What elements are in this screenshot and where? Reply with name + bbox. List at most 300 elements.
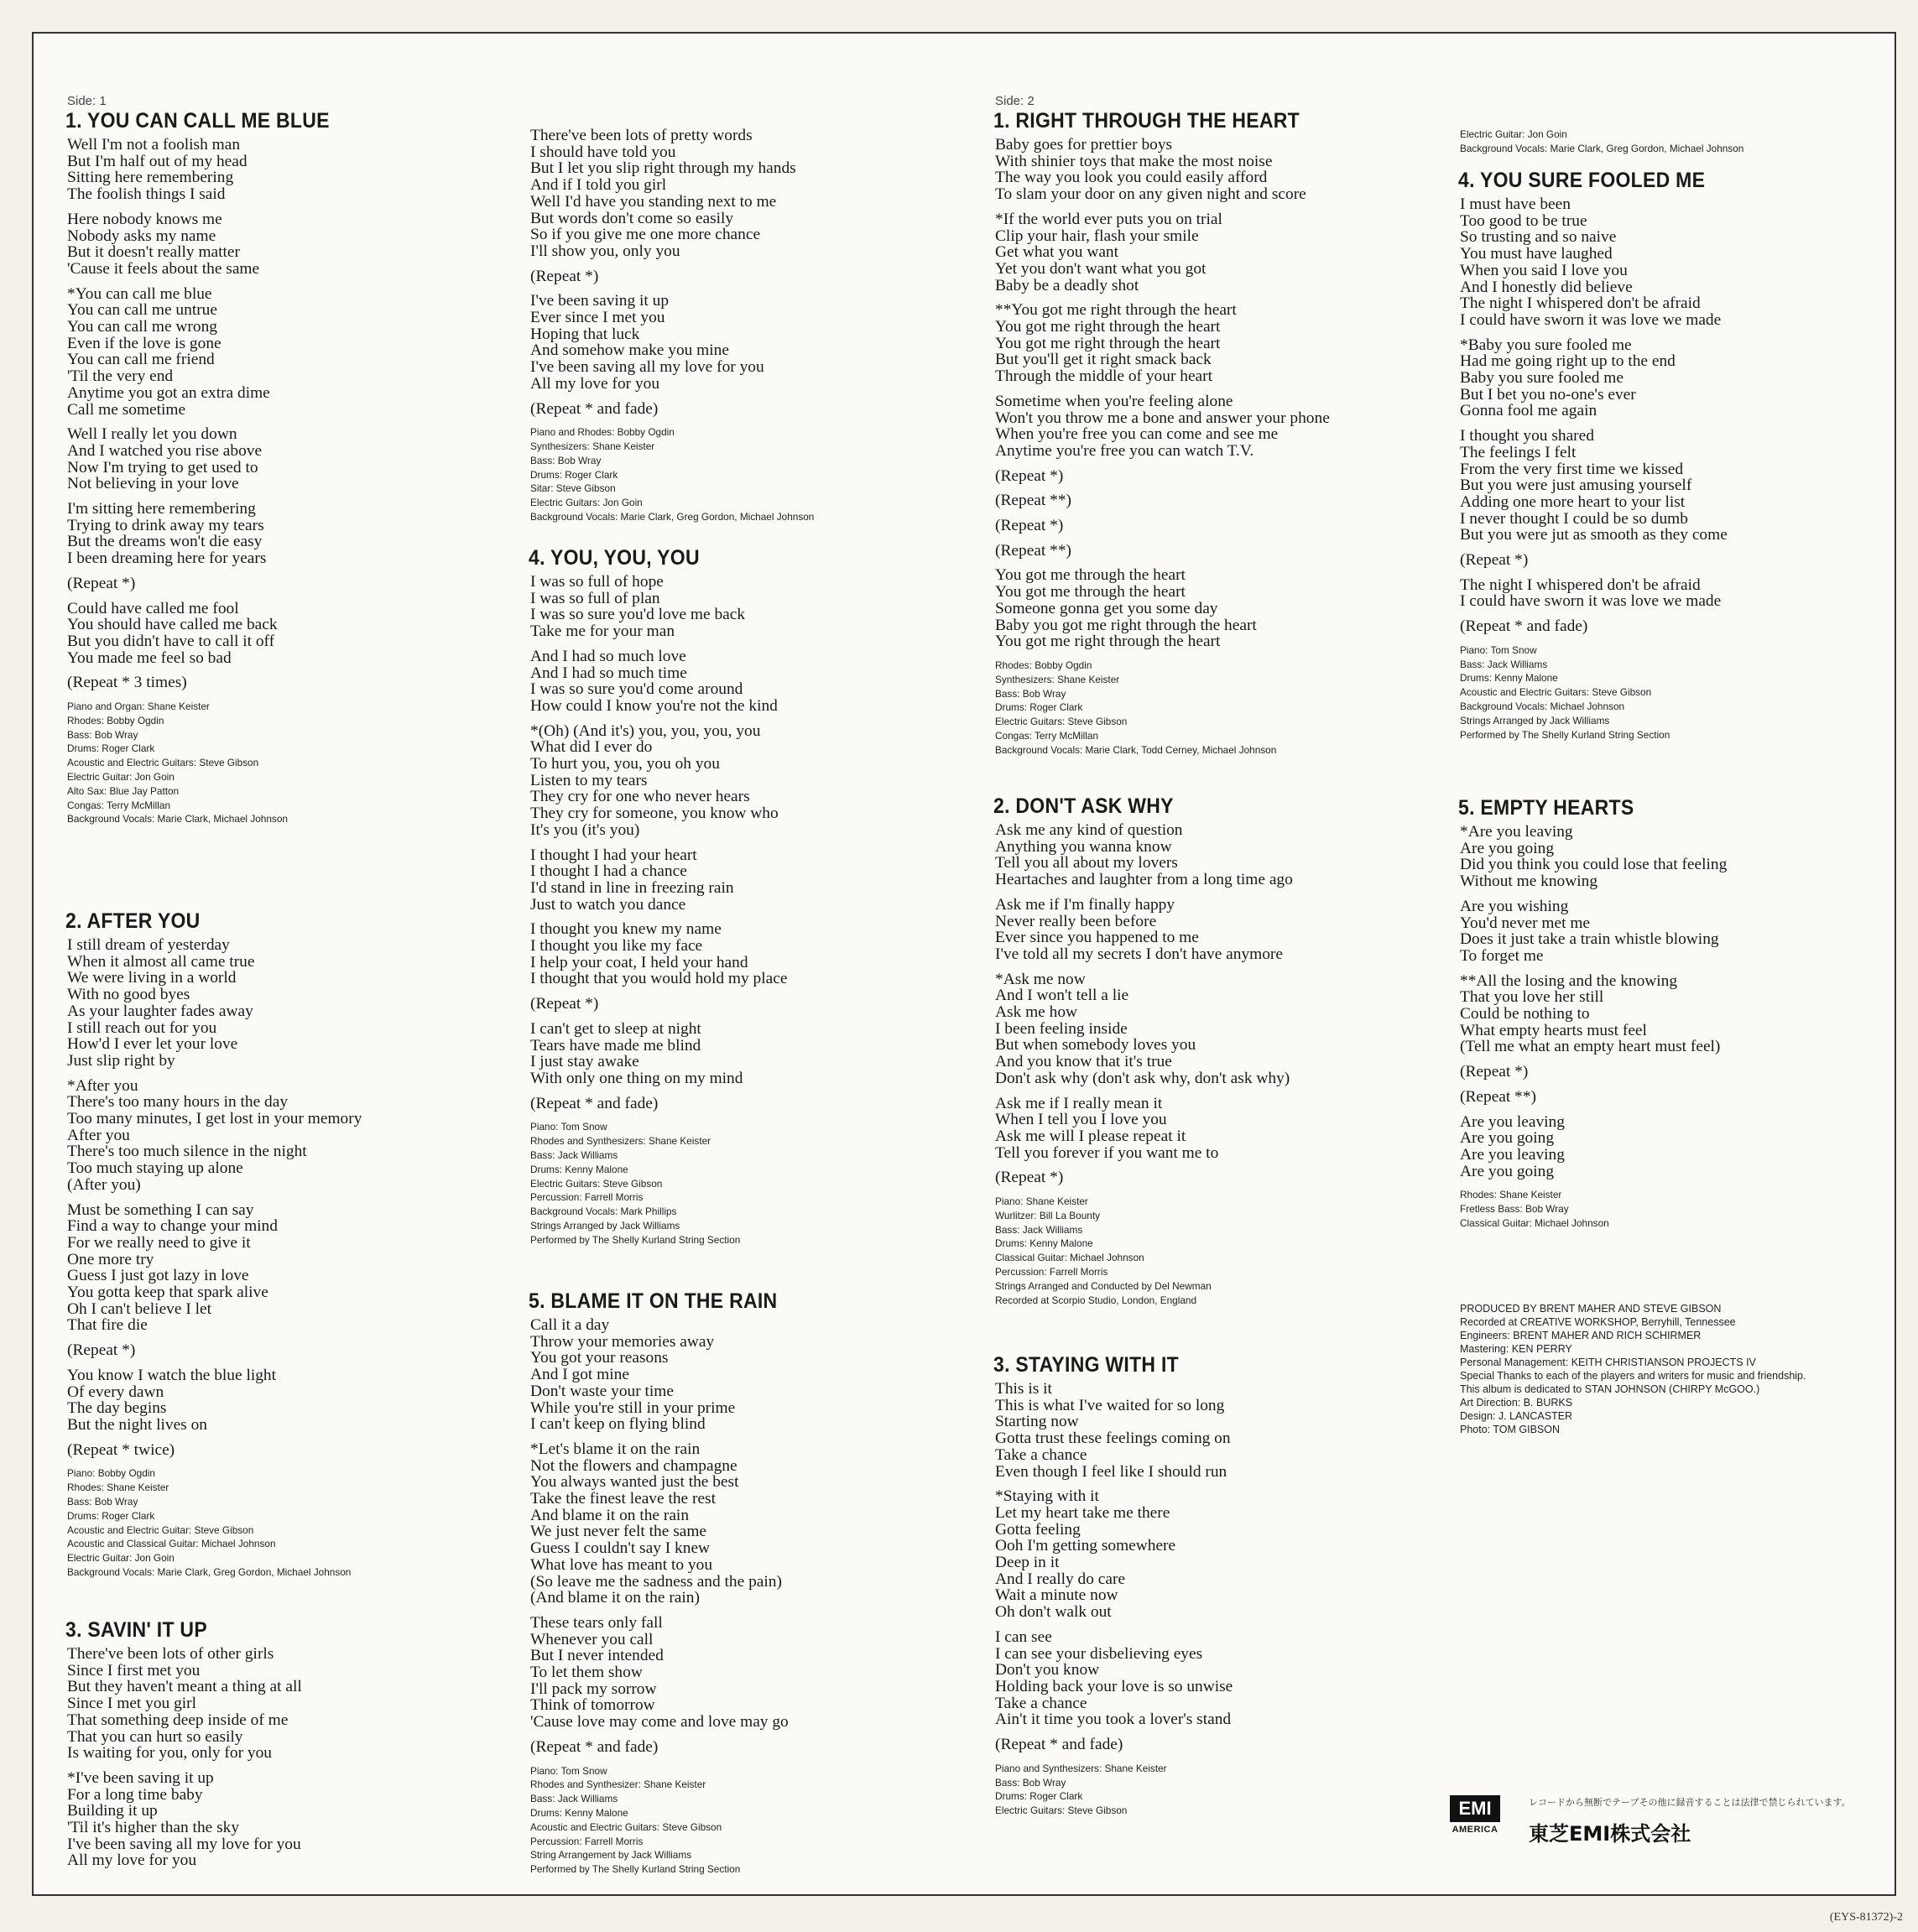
- stanza: [995, 822, 1465, 888]
- lyric-line: Wait a minute now: [995, 1586, 1118, 1605]
- lyric-line: (Repeat *): [530, 995, 599, 1013]
- lyric-line: All my love for you: [67, 1851, 197, 1870]
- lyric-line: But the night lives on: [67, 1415, 207, 1434]
- lyric-line: You can call me wrong: [67, 318, 217, 336]
- stanza: [67, 1367, 520, 1434]
- production-line: Engineers: BRENT MAHER AND RICH SCHIRMER: [1460, 1330, 1702, 1341]
- stanza: [530, 921, 992, 987]
- lyric-line: I could have sworn it was love we made: [1460, 592, 1722, 611]
- lyric-line: Call it a day: [530, 1316, 610, 1334]
- lyric-line: (Repeat *): [1460, 551, 1529, 570]
- stanza: [995, 543, 1465, 560]
- credit-line: Performed by The Shelly Kurland String Section: [1460, 728, 1670, 741]
- lyric-line: *Staying with it: [995, 1487, 1099, 1506]
- lyric-line: Did you think you could lose that feeling: [1460, 856, 1728, 874]
- lyric-line: I still reach out for you: [67, 1018, 217, 1037]
- lyric-line: I was so full of plan: [530, 589, 660, 607]
- credit-line: Rhodes and Synthesizers: Shane Keister: [530, 1135, 711, 1148]
- production-line: Recorded at CREATIVE WORKSHOP, Berryhill, Tennessee: [1460, 1316, 1736, 1328]
- lyric-line: Had me going right up to the end: [1460, 352, 1676, 371]
- credit-line: Piano: Tom Snow: [1460, 643, 1537, 656]
- stanza: [995, 897, 1465, 963]
- lyric-line: To slam your door on any given night and score: [995, 185, 1306, 204]
- lyric-line: I've been saving all my love for you: [530, 358, 764, 377]
- lyric-line: You always wanted just the best: [530, 1473, 739, 1492]
- lyric-line: Hoping that luck: [530, 325, 640, 343]
- lyric-line: *Are you leaving: [1460, 823, 1573, 841]
- lyric-line: I'm sitting here remembering: [67, 500, 256, 518]
- lyric-line: Gotta trust these feelings coming on: [995, 1429, 1231, 1448]
- stanza: [995, 1629, 1465, 1728]
- lyric-line: How'd I ever let your love: [67, 1035, 238, 1054]
- stanza: [1460, 1114, 1888, 1180]
- stanza: [530, 128, 992, 260]
- lyric-line: I could have sworn it was love we made: [1460, 310, 1722, 329]
- lyric-line: When you said I love you: [1460, 261, 1628, 279]
- stanza: [530, 847, 992, 914]
- production-line: Personal Management: KEITH CHRISTIANSON PROJECTS IV: [1460, 1357, 1756, 1368]
- credit-line: Sitar: Steve Gibson: [530, 482, 616, 495]
- lyric-line: With shinier toys that make the most noise: [995, 152, 1273, 170]
- lyric-line: When it almost all came true: [67, 952, 255, 971]
- stanza: [67, 286, 520, 419]
- credit-line: Bass: Bob Wray: [67, 728, 138, 741]
- lyric-line: I never thought I could be so dumb: [1460, 509, 1688, 528]
- lyric-line: I can't keep on flying blind: [530, 1415, 706, 1434]
- credit-line: Drums: Roger Clark: [67, 742, 155, 755]
- credit-line: Percussion: Farrell Morris: [995, 1266, 1108, 1278]
- side-label: Side: 1: [67, 94, 107, 108]
- lyric-line: Take me for your man: [530, 622, 675, 641]
- song-block: [530, 1289, 992, 1877]
- lyric-line: Even if the love is gone: [67, 334, 222, 352]
- stanza: [995, 137, 1465, 203]
- lyric-line: Are you leaving: [1460, 1112, 1565, 1131]
- credit-line: Rhodes: Bobby Ogdin: [995, 659, 1092, 671]
- lyric-line: Baby be a deadly shot: [995, 276, 1139, 294]
- lyric-line: And I watched you rise above: [67, 441, 263, 460]
- lyric-line: Call me sometime: [67, 400, 186, 419]
- lyric-line: (Repeat *): [995, 1169, 1064, 1187]
- lyric-line: Take the finest leave the rest: [530, 1490, 716, 1508]
- lyric-line: Take a chance: [995, 1445, 1087, 1464]
- lyric-line: (Repeat *): [995, 517, 1064, 535]
- lyric-line: Too much staying up alone: [67, 1159, 243, 1178]
- credit-line: Electric Guitars: Steve Gibson: [530, 1177, 663, 1190]
- lyric-line: Get what you want: [995, 243, 1119, 262]
- lyric-line: And I won't tell a lie: [995, 987, 1129, 1005]
- lyric-line: I'll show you, only you: [530, 242, 680, 260]
- lyric-line: I must have been: [1460, 195, 1571, 213]
- lyric-line: But I never intended: [530, 1647, 664, 1665]
- lyric-line: *You can call me blue: [67, 284, 212, 303]
- lyric-line: Well I really let you down: [67, 425, 237, 444]
- credit-line: String Arrangement by Jack Williams: [530, 1849, 692, 1862]
- lyric-line: Guess I couldn't say I knew: [530, 1539, 711, 1558]
- credit-line: Background Vocals: Marie Clark, Greg Gordon, Michael Johnson: [67, 1565, 352, 1578]
- stanza: [995, 302, 1465, 385]
- lyric-line: We were living in a world: [67, 969, 237, 987]
- lyric-line: With no good byes: [67, 986, 190, 1004]
- credit-line: Synthesizers: Shane Keister: [530, 440, 655, 453]
- song-title: 2. DON'T ASK WHY: [993, 794, 1174, 818]
- lyric-line: But it doesn't really matter: [67, 243, 240, 262]
- credit-line: Bass: Bob Wray: [995, 1776, 1066, 1789]
- credit-line: Strings Arranged by Jack Williams: [530, 1219, 680, 1232]
- lyric-line: Baby you sure fooled me: [1460, 369, 1624, 388]
- lyric-line: But words don't come so easily: [530, 209, 734, 227]
- stanza: [995, 1381, 1465, 1480]
- lyric-line: Clip your hair, flash your smile: [995, 227, 1199, 245]
- song-title: 5. EMPTY HEARTS: [1458, 796, 1634, 820]
- stanza: [1460, 337, 1888, 420]
- lyric-line: When you're free you can come and see me: [995, 425, 1279, 444]
- song-block: [995, 1352, 1465, 1818]
- stanza: [995, 468, 1465, 485]
- stanza: [1460, 618, 1888, 635]
- lyric-line: Sometime when you're feeling alone: [995, 392, 1233, 410]
- song-block: [67, 909, 520, 1580]
- lyric-line: And somehow make you mine: [530, 341, 729, 360]
- lyric-line: I've been saving all my love for you: [67, 1835, 301, 1853]
- lyric-line: You got me through the heart: [995, 583, 1186, 601]
- credits: [530, 1764, 992, 1877]
- lyric-line: Ask me will I please repeat it: [995, 1127, 1186, 1145]
- stanza: [1460, 196, 1888, 329]
- stanza: [67, 601, 520, 667]
- stanza: [995, 1096, 1465, 1162]
- lyric-line: But you'll get it right smack back: [995, 351, 1212, 369]
- credit-line: Wurlitzer: Bill La Bounty: [995, 1209, 1101, 1221]
- lyric-line: The day begins: [67, 1399, 167, 1418]
- lyric-line: One more try: [67, 1250, 154, 1268]
- credits: [67, 700, 520, 826]
- credit-line: Piano: Tom Snow: [530, 1764, 607, 1777]
- lyric-line: I've been saving it up: [530, 292, 670, 310]
- logo-text: EMI: [1450, 1795, 1500, 1822]
- lyric-line: What love has meant to you: [530, 1555, 713, 1574]
- lyric-line: Ever since you happened to me: [995, 929, 1199, 947]
- credit-line: Bass: Jack Williams: [995, 1223, 1083, 1236]
- lyric-line: This is what I've waited for so long: [995, 1396, 1225, 1414]
- credits-continued: [1460, 128, 1888, 156]
- lyric-line: You got me through the heart: [995, 566, 1186, 585]
- lyric-line: I'll pack my sorrow: [530, 1679, 657, 1698]
- lyric-line: The way you look you could easily afford: [995, 169, 1268, 187]
- copyright-notice: レコードから無断でテープその他に録音することは法律で禁じられています。: [1529, 1797, 1851, 1808]
- lyric-line: Tell you all about my lovers: [995, 854, 1178, 872]
- song-block: [67, 1617, 520, 1877]
- lyric-line: (Repeat * and fade): [530, 399, 659, 418]
- lyric-line: Through the middle of your heart: [995, 367, 1213, 386]
- lyric-line: The night I whispered don't be afraid: [1460, 294, 1701, 313]
- lyric-line: 'Til the very end: [67, 367, 174, 386]
- lyric-line: Well I'm not a foolish man: [67, 136, 241, 154]
- credit-line: Drums: Kenny Malone: [995, 1237, 1093, 1250]
- production-line: PRODUCED BY BRENT MAHER AND STEVE GIBSON: [1460, 1303, 1722, 1315]
- lyric-line: As your laughter fades away: [67, 1002, 253, 1020]
- credit-line: Piano: Tom Snow: [530, 1121, 607, 1133]
- lyric-line: Since I met you girl: [67, 1695, 197, 1713]
- lyric-line: This is it: [995, 1380, 1052, 1398]
- credit-line: Rhodes: Bobby Ogdin: [67, 714, 164, 726]
- lyric-line: You got me right through the heart: [995, 318, 1221, 336]
- lyric-line: (Repeat * and fade): [1460, 617, 1588, 636]
- lyric-line: You can call me untrue: [67, 301, 217, 320]
- lyric-line: For we really need to give it: [67, 1233, 251, 1252]
- lyric-line: Since I first met you: [67, 1661, 201, 1679]
- lyric-line: *Let's blame it on the rain: [530, 1440, 701, 1458]
- credit-line: Classical Guitar: Michael Johnson: [1460, 1216, 1609, 1229]
- lyric-line: Ask me any kind of question: [995, 821, 1183, 839]
- lyric-line: Building it up: [67, 1802, 158, 1820]
- lyric-line: You made me feel so bad: [67, 648, 232, 667]
- lyric-line: I can see: [995, 1627, 1052, 1646]
- stanza: [1460, 428, 1888, 544]
- lyric-line: It's you (it's you): [530, 820, 640, 839]
- lyric-line: While you're still in your prime: [530, 1398, 736, 1417]
- stanza: [530, 574, 992, 640]
- stanza: [530, 1615, 992, 1731]
- lyric-line: Baby you got me right through the heart: [995, 616, 1257, 634]
- lyric-line: (Repeat **): [995, 541, 1071, 560]
- stanza: [995, 393, 1465, 460]
- lyric-line: And I got mine: [530, 1366, 629, 1384]
- catalog-number: (EYS-81372)-2: [1829, 1911, 1903, 1924]
- lyric-line: Does it just take a train whistle blowing: [1460, 930, 1719, 949]
- lyric-line: I still dream of yesterday: [67, 936, 230, 954]
- stanza: [530, 1739, 992, 1756]
- credit-line: Background Vocals: Michael Johnson: [1460, 700, 1625, 713]
- lyric-line: Gotta feeling: [995, 1520, 1081, 1539]
- lyric-line: Anytime you got an extra dime: [67, 383, 270, 402]
- song-block: [530, 545, 992, 1247]
- stanza: [530, 293, 992, 392]
- lyric-line: You gotta keep that spark alive: [67, 1284, 268, 1302]
- stanza: [530, 648, 992, 715]
- credits: [1460, 128, 1888, 156]
- lyric-line: (Repeat *): [67, 1341, 136, 1360]
- lyric-line: Let my heart take me there: [995, 1503, 1170, 1522]
- stanza: [995, 211, 1465, 294]
- lyric-line: Gonna fool me again: [1460, 402, 1597, 420]
- lyric-line: Starting now: [995, 1413, 1079, 1431]
- credit-line: Electric Guitars: Steve Gibson: [995, 716, 1128, 728]
- lyric-line: Not the flowers and champagne: [530, 1456, 737, 1475]
- credit-line: Bass: Jack Williams: [530, 1793, 618, 1805]
- production-line: This album is dedicated to STAN JOHNSON (CHIRPY McGOO.): [1460, 1383, 1760, 1395]
- lyric-line: Not believing in your love: [67, 475, 239, 493]
- production-line: Art Direction: B. BURKS: [1460, 1397, 1573, 1409]
- credit-line: Drums: Kenny Malone: [1460, 672, 1558, 685]
- lyric-line: (So leave me the sadness and the pain): [530, 1572, 782, 1591]
- lyric-line: With only one thing on my mind: [530, 1069, 743, 1087]
- song-block: [67, 94, 520, 826]
- credit-line: Strings Arranged and Conducted by Del Newman: [995, 1279, 1212, 1292]
- song-block-continued: [530, 128, 992, 524]
- lyric-line: But the dreams won't die easy: [67, 533, 263, 551]
- credits: [530, 1120, 992, 1247]
- lyric-line: Ever since I met you: [530, 309, 665, 327]
- lyric-line: To hurt you, you, you oh you: [530, 755, 720, 773]
- credit-line: Acoustic and Classical Guitar: Michael Johnson: [67, 1538, 276, 1550]
- lyric-line: Are you wishing: [1460, 897, 1569, 915]
- lyric-line: I thought you like my face: [530, 937, 703, 956]
- credit-line: Drums: Roger Clark: [995, 701, 1083, 714]
- lyric-line: Could have called me fool: [67, 599, 239, 617]
- lyric-line: (Repeat **): [1460, 1087, 1536, 1106]
- credits: [1460, 1188, 1888, 1230]
- stanza: [1460, 824, 1888, 890]
- stanza: [530, 1096, 992, 1112]
- credit-line: Background Vocals: Marie Clark, Greg Gordon, Michael Johnson: [530, 511, 815, 523]
- lyric-line: And I honestly did believe: [1460, 278, 1633, 296]
- credit-line: Alto Sax: Blue Jay Patton: [67, 784, 180, 797]
- lyric-line: You got me right through the heart: [995, 334, 1221, 352]
- lyric-line: Just to watch you dance: [530, 895, 686, 914]
- credits: [530, 425, 992, 524]
- lyric-line: Don't waste your time: [530, 1382, 674, 1400]
- stanza: [1460, 1089, 1888, 1106]
- credit-line: Background Vocals: Mark Phillips: [530, 1206, 677, 1218]
- lyric-line: I help your coat, I held your hand: [530, 953, 748, 971]
- credit-line: Bass: Bob Wray: [530, 454, 602, 466]
- credit-line: Drums: Roger Clark: [67, 1509, 155, 1522]
- lyric-line: And I really do care: [995, 1570, 1126, 1588]
- lyric-line: You can call me friend: [67, 351, 215, 369]
- lyric-line: You got me right through the heart: [995, 633, 1221, 651]
- credit-line: Piano and Synthesizers: Shane Keister: [995, 1762, 1167, 1774]
- song-block: [1460, 795, 1888, 1231]
- lyric-line: I been dreaming here for years: [67, 549, 267, 568]
- stanza: [67, 426, 520, 492]
- stanza: [67, 674, 520, 691]
- credit-line: Performed by The Shelly Kurland String Section: [530, 1863, 741, 1876]
- lyric-line: You should have called me back: [67, 616, 278, 634]
- lyric-line: We just never felt the same: [530, 1523, 707, 1541]
- stanza: [530, 1021, 992, 1087]
- lyric-line: *I've been saving it up: [67, 1768, 214, 1787]
- credit-line: Background Vocals: Marie Clark, Michael Johnson: [67, 813, 288, 825]
- lyric-line: 'Til it's higher than the sky: [67, 1819, 240, 1837]
- stanza: [67, 937, 520, 1070]
- lyric-line: (Repeat *): [995, 466, 1064, 485]
- lyric-line: (And blame it on the rain): [530, 1589, 700, 1607]
- lyric-line: Must be something I can say: [67, 1200, 254, 1219]
- lyric-line: Too good to be true: [1460, 211, 1587, 230]
- lyric-line: Too many minutes, I get lost in your memory: [67, 1110, 362, 1128]
- song-title: 4. YOU, YOU, YOU: [529, 546, 700, 570]
- lyric-line: Even though I feel like I should run: [995, 1462, 1227, 1481]
- stanza: [67, 1342, 520, 1359]
- lyric-line: But you were just amusing yourself: [1460, 476, 1692, 495]
- lyric-line: The feelings I felt: [1460, 443, 1577, 461]
- lyric-line: Is waiting for you, only for you: [67, 1744, 272, 1763]
- credit-line: Electric Guitars: Jon Goin: [530, 497, 643, 509]
- lyric-line: For a long time baby: [67, 1785, 203, 1804]
- stanza: [530, 1441, 992, 1607]
- stanza: [995, 567, 1465, 650]
- stanza: [67, 501, 520, 567]
- lyric-line: Won't you throw me a bone and answer your phone: [995, 409, 1330, 427]
- credit-line: Strings Arranged by Jack Williams: [1460, 714, 1610, 726]
- credit-line: Electric Guitar: Jon Goin: [67, 771, 175, 784]
- lyric-line: Trying to drink away my tears: [67, 516, 264, 534]
- lyric-line: Take a chance: [995, 1694, 1087, 1712]
- lyric-line: (Repeat * twice): [67, 1440, 175, 1459]
- production-credits: [1460, 1302, 1888, 1436]
- lyric-line: Are you going: [1460, 1129, 1555, 1148]
- credit-line: Drums: Kenny Malone: [530, 1163, 628, 1175]
- lyric-line: (Repeat * 3 times): [67, 674, 187, 692]
- lyric-line: I just stay awake: [530, 1053, 639, 1071]
- credit-line: Piano: Bobby Ogdin: [67, 1467, 155, 1480]
- credit-line: Bass: Jack Williams: [530, 1148, 618, 1161]
- song-block: [1460, 168, 1888, 742]
- stanza: [1460, 898, 1888, 965]
- credit-line: Electric Guitar: Jon Goin: [1460, 128, 1567, 140]
- credit-line: Piano and Rhodes: Bobby Ogdin: [530, 426, 675, 439]
- stanza: [995, 1169, 1465, 1186]
- song-title: 5. BLAME IT ON THE RAIN: [529, 1289, 778, 1313]
- lyric-sheet: [32, 32, 1896, 1896]
- lyric-line: Here nobody knows me: [67, 210, 222, 228]
- lyric-line: I thought I had a chance: [530, 862, 687, 881]
- credit-line: Congas: Terry McMillan: [67, 799, 171, 811]
- stanza: [995, 518, 1465, 534]
- lyric-line: Don't ask why (don't ask why, don't ask why): [995, 1069, 1290, 1087]
- credits: [67, 1466, 520, 1579]
- lyric-line: I been feeling inside: [995, 1019, 1128, 1038]
- lyric-line: (Repeat * and fade): [530, 1737, 659, 1756]
- lyric-line: (Repeat *): [530, 267, 599, 285]
- stanza: [995, 492, 1465, 509]
- lyric-line: Holding back your love is so unwise: [995, 1677, 1233, 1695]
- lyric-line: Ask me if I'm finally happy: [995, 895, 1175, 914]
- lyric-line: Don't you know: [995, 1661, 1100, 1679]
- lyric-line: (Repeat * and fade): [995, 1736, 1123, 1754]
- lyric-line: Ask me if I really mean it: [995, 1094, 1163, 1112]
- credit-line: Synthesizers: Shane Keister: [995, 673, 1120, 685]
- stanza: [995, 971, 1465, 1087]
- lyric-line: And blame it on the rain: [530, 1506, 690, 1524]
- lyric-line: Ooh I'm getting somewhere: [995, 1537, 1176, 1555]
- lyric-line: The foolish things I said: [67, 185, 226, 204]
- lyric-line: Sitting here remembering: [67, 169, 234, 187]
- lyric-line: *(Oh) (And it's) you, you, you, you: [530, 721, 761, 740]
- credit-line: Acoustic and Electric Guitars: Steve Gibson: [67, 757, 259, 769]
- lyric-line: I can't get to sleep at night: [530, 1019, 701, 1038]
- lyric-line: I'd stand in line in freezing rain: [530, 878, 734, 897]
- credit-line: Congas: Terry McMillan: [995, 729, 1099, 742]
- lyric-line: But when somebody loves you: [995, 1036, 1196, 1055]
- stanza: [1460, 973, 1888, 1056]
- song-title: 3. STAYING WITH IT: [993, 1353, 1179, 1377]
- lyric-line: Whenever you call: [530, 1630, 654, 1648]
- lyric-line: And you know that it's true: [995, 1053, 1172, 1071]
- lyric-line: That you can hurt so easily: [67, 1727, 243, 1746]
- lyric-line: But I bet you no-one's ever: [1460, 385, 1636, 404]
- credit-line: Recorded at Scorpio Studio, London, England: [995, 1294, 1197, 1306]
- stanza: [67, 1202, 520, 1335]
- lyric-line: *If the world ever puts you on trial: [995, 210, 1222, 228]
- lyric-line: That something deep inside of me: [67, 1711, 289, 1729]
- lyric-line: You must have laughed: [1460, 245, 1613, 263]
- lyric-line: To let them show: [530, 1664, 643, 1682]
- lyric-line: I can see your disbelieving eyes: [995, 1644, 1203, 1663]
- stanza: [530, 401, 992, 418]
- lyric-line: That you love her still: [1460, 988, 1604, 1007]
